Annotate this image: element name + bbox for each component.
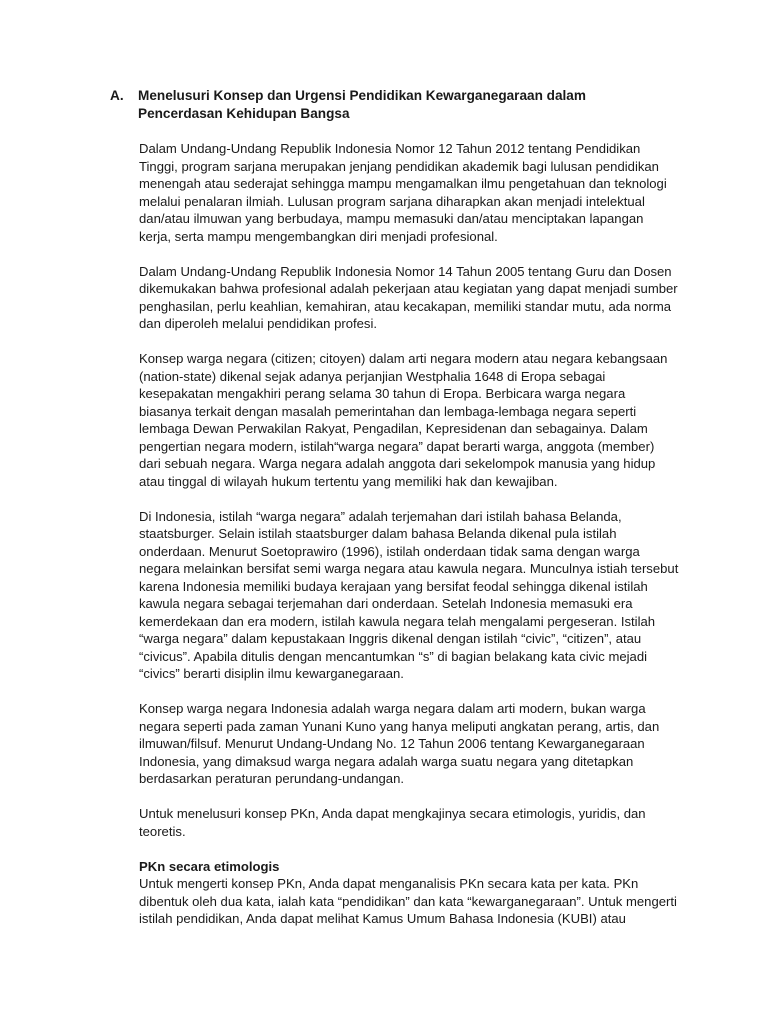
paragraph-konsep-warga-negara: Konsep warga negara (citizen; citoyen) dalam arti negara modern atau negara kebangsaan (nation-state) dikenal sejak adanya perjanjian Westphalia 1648 di Eropa sebagai kesepakatan mengakhiri perang selama 30 tahun di Eropa. Berbicara warga negara biasanya terkait dengan masalah pemerintahan dan lembaga-lembaga negara seperti lembaga Dewan Perwakilan Rakyat, Pengadilan, Kepresidenan dan sebagainya. Dalam pengertian negara modern, istilah“warga negara” dapat berarti warga, anggota (member) dari sebuah negara. Warga negara adalah anggota dari sekelompok manusia yang hidup atau tinggal di wilayah hukum tertentu yang memiliki hak dan kewajiban. (139, 351, 668, 489)
paragraph-istilah-indonesia: Di Indonesia, istilah “warga negara” adalah terjemahan dari istilah bahasa Belanda, staatsburger. Selain istilah staatsburger dalam bahasa Belanda dikenal pula istilah onderdaan. Menurut Soetoprawiro (1996), istilah onderdaan tidak sama dengan warga negara melainkan bersifat semi warga negara atau kawula negara. Munculnya istiah tersebut karena Indonesia memiliki budaya kerajaan yang bersifat feodal sehingga dikenal istilah kawula negara sebagai terjemahan dari onderdaan. Setelah Indonesia memasuki era kemerdekaan dan era modern, istilah kawula negara telah mengalami pergeseran. Istilah “warga negara” dalam kepustakaan Inggris dikenal dengan istilah “civic”, “citizen”, atau “civicus”. Apabila ditulis dengan mencantumkan “s” di bagian belakang kata civic mejadi “civics” berarti disiplin ilmu kewarganegaraan. (139, 508, 679, 681)
paragraph-etimologis: Untuk mengerti konsep PKn, Anda dapat menganalisis PKn secara kata per kata. PKn dibentuk oleh dua kata, ialah kata “pendidikan” dan kata “kewarganegaraan”. Untuk mengerti istilah pendidikan, Anda dapat melihat Kamus Umum Bahasa Indonesia (KUBI) atau (139, 876, 677, 926)
section-title: Menelusuri Konsep dan Urgensi Pendidikan Kewarganegaraan dalam Pencerdasan Kehidupan Bangsa (138, 88, 586, 121)
paragraph-warga-negara-indonesia: Konsep warga negara Indonesia adalah warga negara dalam arti modern, bukan warga negara seperti pada zaman Yunani Kuno yang hanya meliputi angkatan perang, artis, dan ilmuwan/filsuf. Menurut Undang-Undang No. 12 Tahun 2006 tentang Kewarganegaraan Indonesia, yang dimaksud warga negara adalah warga suatu negara yang ditetapkan berdasarkan peraturan perundang-undangan. (139, 701, 660, 786)
section-marker: A. (110, 88, 124, 103)
paragraph-pendidikan-tinggi: Dalam Undang-Undang Republik Indonesia Nomor 12 Tahun 2012 tentang Pendidikan Tinggi, program sarjana merupakan jenjang pendidikan akademik bagi lulusan pendidikan menengah atau sederajat sehingga mampu mengamalkan ilmu pengetahuan dan teknologi melalui penalaran ilmiah. Lulusan program sarjana diharapkan akan menjadi intelektual dan/atau ilmuwan yang berbudaya, mampu memasuki dan/atau menciptakan lapangan kerja, serta mampu mengembangkan diri menjadi profesional. (139, 141, 667, 244)
subheading-etimologis: PKn secara etimologis (139, 858, 280, 874)
document-body (139, 140, 679, 928)
section-heading (110, 87, 670, 123)
paragraph-menelusuri-pkn: Untuk menelusuri konsep PKn, Anda dapat mengkajinya secara etimologis, yuridis, dan teoretis. (139, 806, 646, 839)
paragraph-guru-dosen: Dalam Undang-Undang Republik Indonesia Nomor 14 Tahun 2005 tentang Guru dan Dosen dikemukakan bahwa profesional adalah pekerjaan atau kegiatan yang dapat menjadi sumber penghasilan, perlu keahlian, kemahiran, atau kecakapan, memiliki standar mutu, ada norma dan diperoleh melalui pendidikan profesi. (139, 263, 678, 331)
